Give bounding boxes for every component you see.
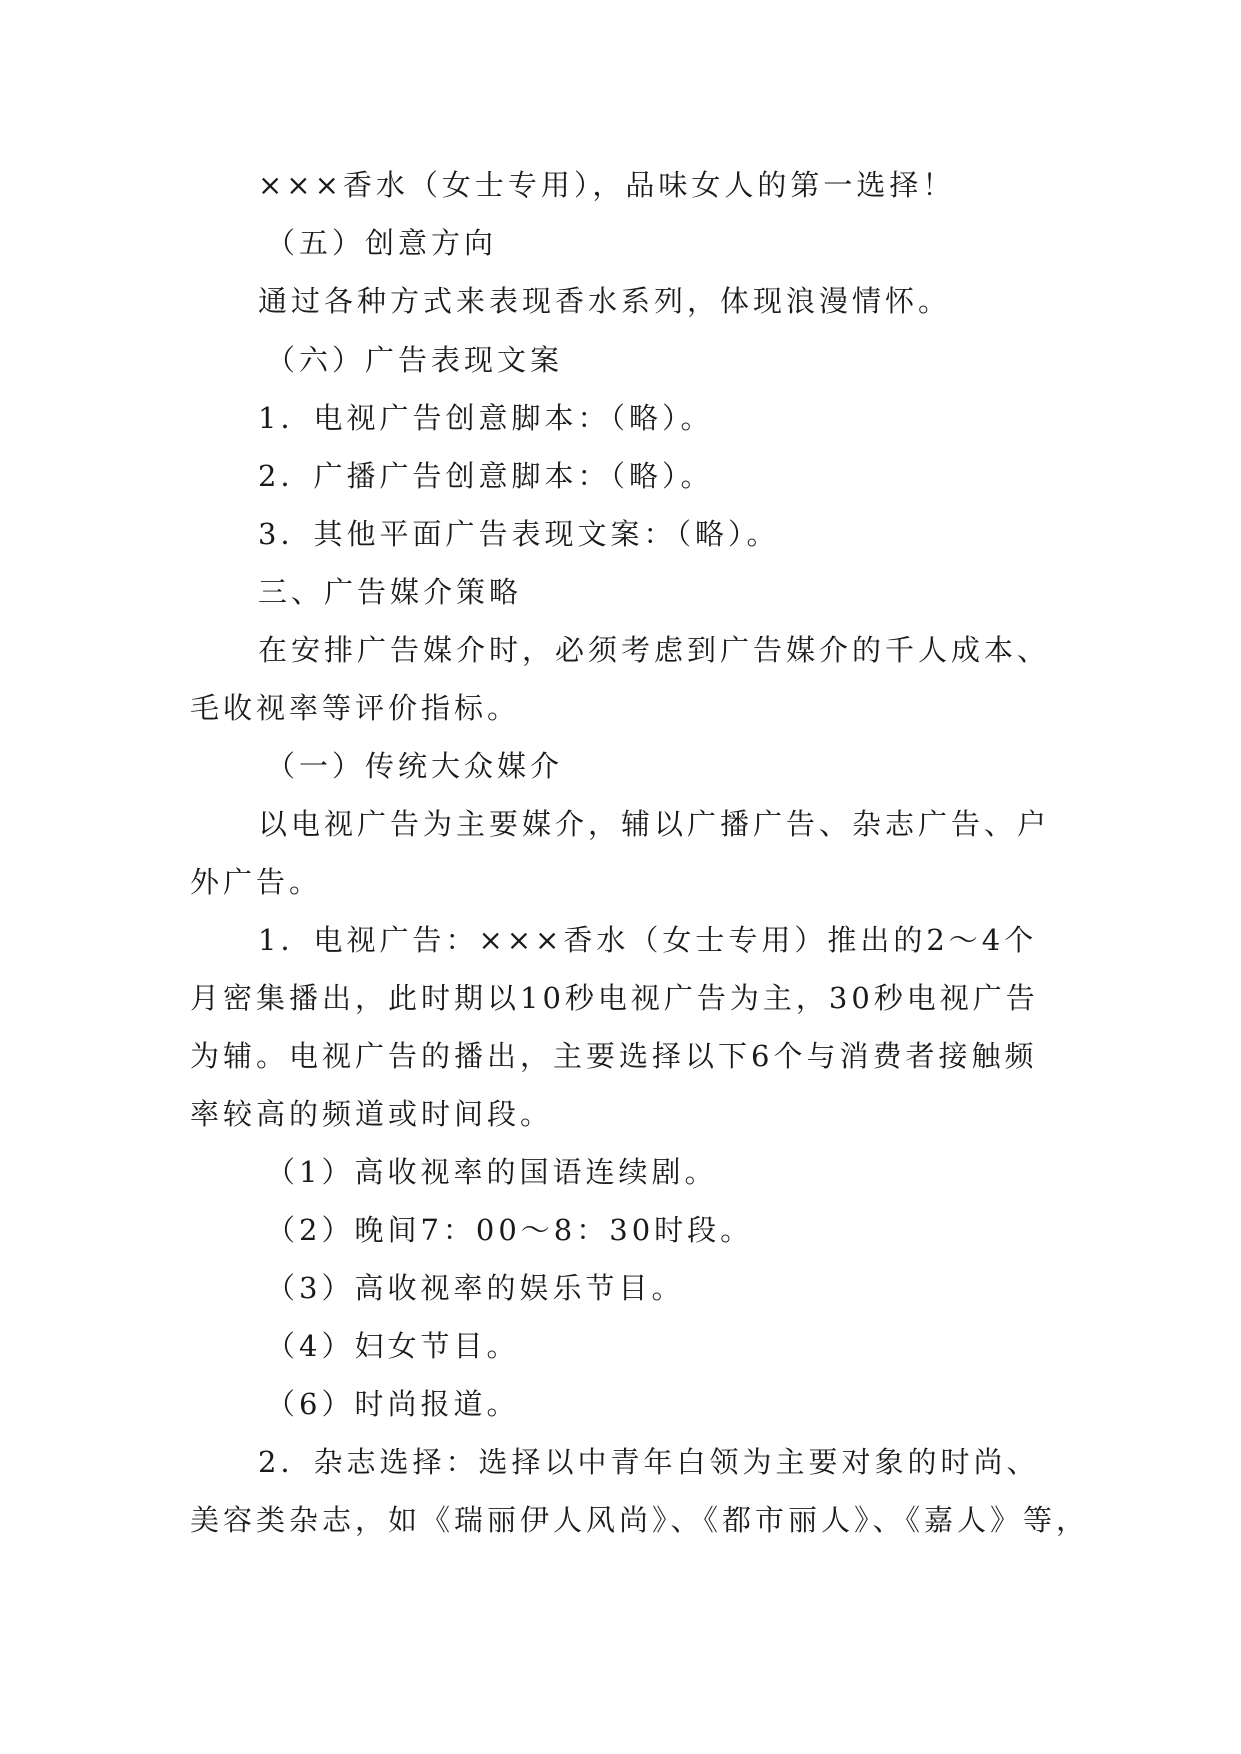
section-heading-creative-direction: （五）创意方向 <box>266 226 498 260</box>
paragraph-line: 率较高的频道或时间段。 <box>190 1097 554 1131</box>
paragraph-line: 外广告。 <box>190 865 323 899</box>
list-item: （3）高收视率的娱乐节目。 <box>266 1271 685 1305</box>
list-item: （4）妇女节目。 <box>266 1329 520 1363</box>
list-item: （2）晚间7：00～8：30时段。 <box>266 1213 754 1247</box>
list-item: （1）高收视率的国语连续剧。 <box>266 1155 718 1189</box>
list-item: 3．其他平面广告表现文案：（略）。 <box>258 517 780 551</box>
section-heading-ad-copy: （六）广告表现文案 <box>266 343 564 377</box>
chapter-heading-media-strategy: 三、广告媒介策略 <box>258 575 523 609</box>
list-item: 1．电视广告创意脚本：（略）。 <box>258 401 714 435</box>
slogan-line: ×××香水（女士专用），品味女人的第一选择！ <box>258 168 956 202</box>
list-item: （6）时尚报道。 <box>266 1387 520 1421</box>
paragraph-line: 美容类杂志，如《瑞丽伊人风尚》、《都市丽人》、《嘉人》等， <box>190 1503 1090 1537</box>
paragraph-line: 2．杂志选择：选择以中青年白领为主要对象的时尚、 <box>258 1445 1040 1479</box>
paragraph-line: 为辅。电视广告的播出，主要选择以下6个与消费者接触频 <box>190 1039 1038 1073</box>
paragraph-line: 在安排广告媒介时，必须考虑到广告媒介的千人成本、 <box>258 633 1051 667</box>
paragraph-line: 以电视广告为主要媒介，辅以广播广告、杂志广告、户 <box>258 807 1051 841</box>
paragraph-line: 毛收视率等评价指标。 <box>190 691 521 725</box>
paragraph-line: 月密集播出，此时期以10秒电视广告为主，30秒电视广告 <box>190 981 1039 1015</box>
paragraph-line: 1．电视广告：×××香水（女士专用）推出的2～4个 <box>258 923 1038 957</box>
section-heading-traditional-media: （一）传统大众媒介 <box>266 749 564 783</box>
paragraph-line: 通过各种方式来表现香水系列，体现浪漫情怀。 <box>258 284 952 318</box>
list-item: 2．广播广告创意脚本：（略）。 <box>258 459 714 493</box>
